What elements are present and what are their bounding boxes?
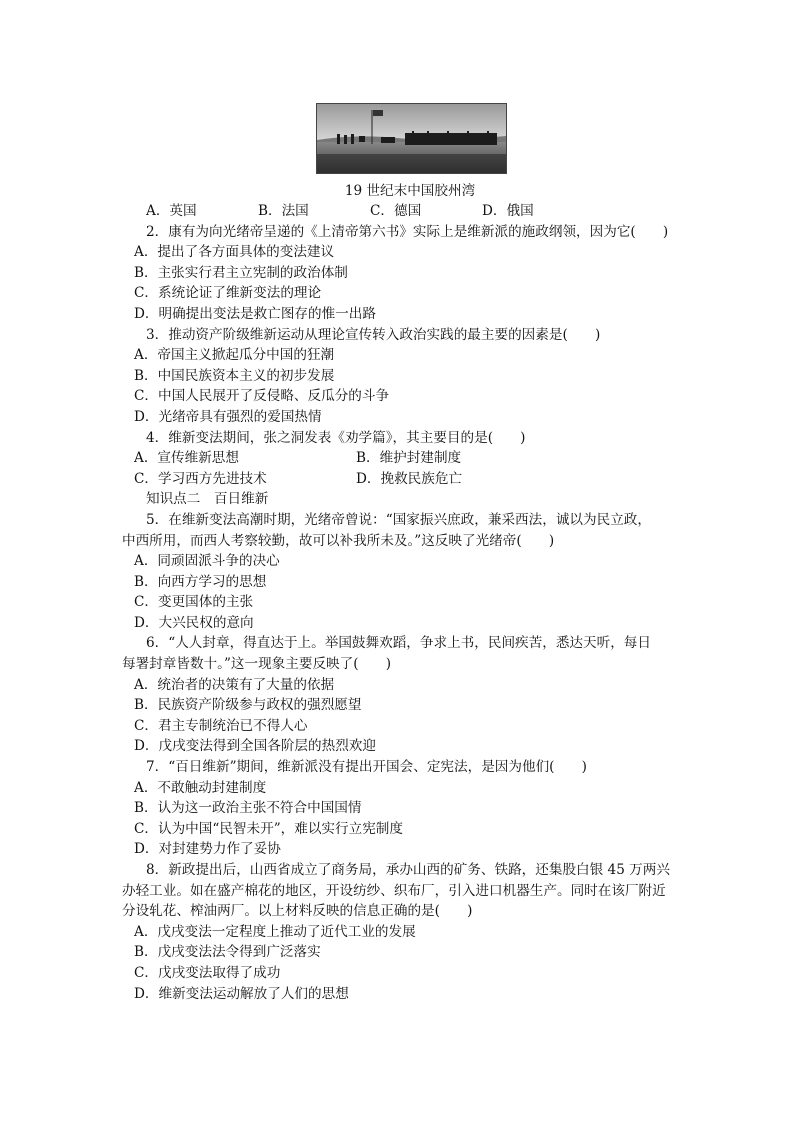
q4-stem: 4．维新变法期间，张之洞发表《劝学篇》，其主要目的是( ): [146, 429, 526, 446]
q5-option-d[interactable]: D．大兴民权的意向: [134, 614, 254, 631]
q6-option-a[interactable]: A．统治者的决策有了大量的依据: [134, 676, 335, 693]
photo-image: [317, 104, 506, 173]
q8-stem-line1: 8．新政提出后，山西省成立了商务局，承办山西的矿务、铁路，还集股白银 45 万两兴: [146, 862, 670, 878]
q8-stem-line3: 分设轧花、榨油两厂。以上材料反映的信息正确的是( ): [122, 903, 473, 920]
q4-option-a[interactable]: A．宣传维新思想: [134, 450, 239, 467]
q2-option-d[interactable]: D．明确提出变法是救亡图存的惟一出路: [134, 305, 376, 322]
q7-option-b[interactable]: B．认为这一政治主张不符合中国国情: [134, 800, 362, 817]
q2-stem: 2．康有为向光绪帝呈递的《上清帝第六书》实际上是维新派的施政纲领，因为它( ): [146, 223, 669, 240]
q1-option-d[interactable]: D．俄国: [482, 203, 534, 219]
question-list: [122, 201, 670, 1004]
q4-options-row2: [134, 469, 666, 490]
q6-stem-line1: 6．“人人封章，得直达于上。举国鼓舞欢蹈，争求上书，民间疾苦，悉达天听，每日: [146, 635, 651, 652]
q5-option-a[interactable]: A．同顽固派斗争的决心: [134, 553, 280, 570]
q5-option-c[interactable]: C．变更国体的主张: [134, 594, 254, 611]
q4-options-row1: [134, 448, 666, 469]
q3-option-b[interactable]: B．中国民族资本主义的初步发展: [134, 367, 335, 384]
q1-option-b[interactable]: B．法国: [258, 203, 309, 219]
q6-option-d[interactable]: D．戊戌变法得到全国各阶层的热烈欢迎: [134, 738, 376, 755]
q7-option-a[interactable]: A．不敢触动封建制度: [134, 779, 267, 796]
q8-option-b[interactable]: B．戊戌变法法令得到广泛落实: [134, 944, 321, 961]
q3-option-d[interactable]: D．光绪帝具有强烈的爱国热情: [134, 408, 322, 425]
q7-option-c[interactable]: C．认为中国“民智未开”，难以实行立宪制度: [134, 820, 403, 837]
q3-stem: 3．推动资产阶级维新运动从理论宣传转入政治实践的最主要的因素是( ): [146, 326, 601, 343]
q8-option-a[interactable]: A．戊戌变法一定程度上推动了近代工业的发展: [134, 923, 416, 940]
q1-option-a[interactable]: A．英国: [146, 203, 197, 219]
q4-option-d[interactable]: D．挽救民族危亡: [356, 470, 463, 487]
q6-stem-line2: 每署封章皆数十。”这一现象主要反映了( ): [122, 656, 392, 673]
q1-options: [146, 201, 666, 222]
section-title: 知识点二 百日维新: [146, 491, 269, 508]
q2-option-c[interactable]: C．系统论证了维新变法的理论: [134, 285, 322, 302]
q4-option-c[interactable]: C．学习西方先进技术: [134, 470, 267, 487]
q6-option-b[interactable]: B．民族资产阶级参与政权的强烈愿望: [134, 697, 362, 714]
q7-stem: 7．“百日维新”期间，维新派没有提出开国会、定宪法，是因为他们( ): [146, 759, 587, 776]
q8-stem-line2: 办轻工业。如在盛产棉花的地区，开设纺纱、织布厂，引入进口机器生产。同时在该厂附近: [122, 882, 666, 899]
q5-stem-line1: 5．在维新变法高潮时期，光绪帝曾说：“国家振兴庶政，兼采西法，诚以为民立政，: [146, 511, 651, 528]
q6-option-c[interactable]: C．君主专制统治已不得人心: [134, 717, 308, 734]
q5-stem-line2: 中西所用，而西人考察较勤，故可以补我所未及。”这反映了光绪帝( ): [122, 532, 555, 549]
q5-option-b[interactable]: B．向西方学习的思想: [134, 573, 267, 590]
figure-caption: 19 世纪末中国胶州湾: [344, 183, 476, 199]
q1-option-c[interactable]: C．德国: [370, 203, 422, 219]
q8-option-c[interactable]: C．戊戌变法取得了成功: [134, 964, 281, 981]
historical-photo-jiaozhou-bay: [316, 103, 507, 174]
q7-option-d[interactable]: D．对封建势力作了妥协: [134, 841, 281, 858]
q4-option-b[interactable]: B．维护封建制度: [356, 450, 462, 467]
q2-option-a[interactable]: A．提出了各方面具体的变法建议: [134, 244, 335, 261]
q2-option-b[interactable]: B．主张实行君主立宪制的政治体制: [134, 264, 348, 281]
q3-option-a[interactable]: A．帝国主义掀起瓜分中国的狂潮: [134, 347, 335, 364]
q8-option-d[interactable]: D．维新变法运动解放了人们的思想: [134, 985, 349, 1002]
q3-option-c[interactable]: C．中国人民展开了反侵略、反瓜分的斗争: [134, 388, 390, 405]
